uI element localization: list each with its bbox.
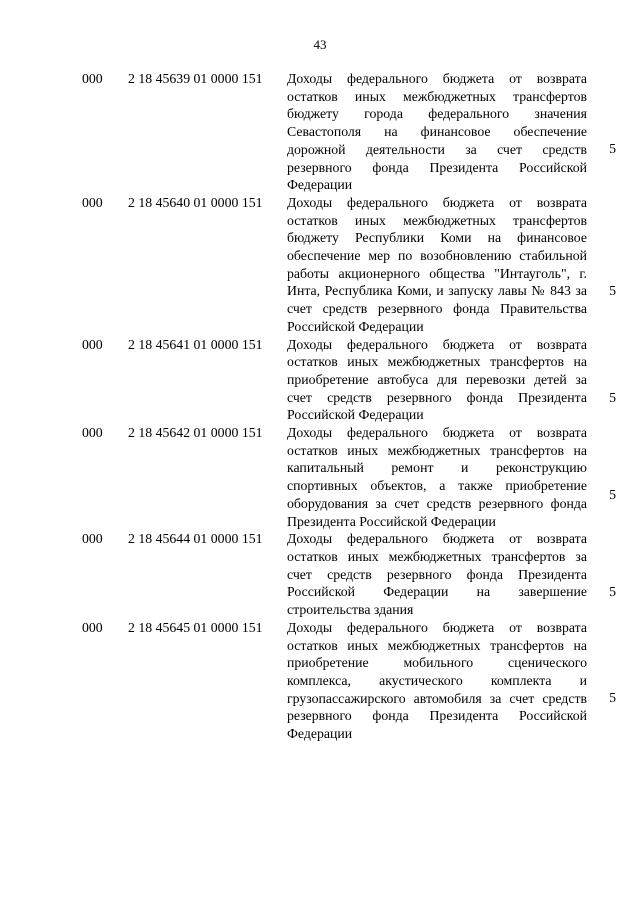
row-tail-code: 5 [609,141,616,156]
admin-code: 000 [82,531,103,547]
page-number: 43 [313,37,327,52]
table-row [82,424,622,530]
row-tail-code: 5 [609,689,616,705]
budget-classification-code: 2 18 45640 01 0000 151 [128,194,263,210]
revenue-description: Доходы федерального бюджета от возврата остатков иных межбюджетных трансфертов за счет средств резервного фонда Президента Российской Федерации на завершение строительства здания [287,531,587,618]
row-tail-code: 5 [609,282,616,298]
budget-classification-code: 2 18 45641 01 0000 151 [128,336,263,352]
revenue-description: Доходы федерального бюджета от возврата остатков иных межбюджетных трансфертов на приобретение автобуса для перевозки детей за счет средств резервного фонда Президента Российской Федерации [287,336,587,423]
revenue-description: Доходы федерального бюджета от возврата остатков иных межбюджетных трансфертов на капитальный ремонт и реконструкцию спортивных объектов, а также приобретение оборудования за счет средств резервного фонда Президента Российской Федерации [287,425,587,529]
revenue-table [82,70,622,743]
table-row [82,530,622,619]
table-row [82,70,622,194]
row-tail-code: 5 [609,584,616,600]
revenue-description: Доходы федерального бюджета от возврата остатков иных межбюджетных трансфертов бюджету города федерального значения Севастополя на финансовое обеспечение дорожной деятельности за счет средств резервного фонда Президента Российской Федерации [287,71,587,193]
row-tail-code: 5 [609,389,616,405]
budget-classification-code: 2 18 45639 01 0000 151 [128,71,263,86]
table-row [82,336,622,425]
budget-classification-code: 2 18 45642 01 0000 151 [128,425,263,441]
admin-code: 000 [82,425,103,441]
revenue-description: Доходы федерального бюджета от возврата остатков иных межбюджетных трансфертов бюджету Республики Коми на финансовое обеспечение мер по возобновлению стабильной работы акционерного общества "Интауголь", г. Инта, Республика Коми, и запуску лавы № 843 за счет средств резервного фонда Правительства Российской Федерации [287,194,587,334]
table-row [82,194,622,336]
admin-code: 000 [82,336,103,352]
admin-code: 000 [82,619,103,635]
admin-code: 000 [82,71,103,86]
admin-code: 000 [82,194,103,210]
revenue-description: Доходы федерального бюджета от возврата остатков иных межбюджетных трансфертов на приобретение мобильного сценического комплекса, акустического комплекта и грузопассажирского автомобиля за счет средств резервного фонда Президента Российской Федерации [287,619,587,742]
row-tail-code: 5 [609,487,616,503]
table-row [82,619,622,743]
budget-classification-code: 2 18 45644 01 0000 151 [128,531,263,547]
budget-classification-code: 2 18 45645 01 0000 151 [128,619,263,635]
